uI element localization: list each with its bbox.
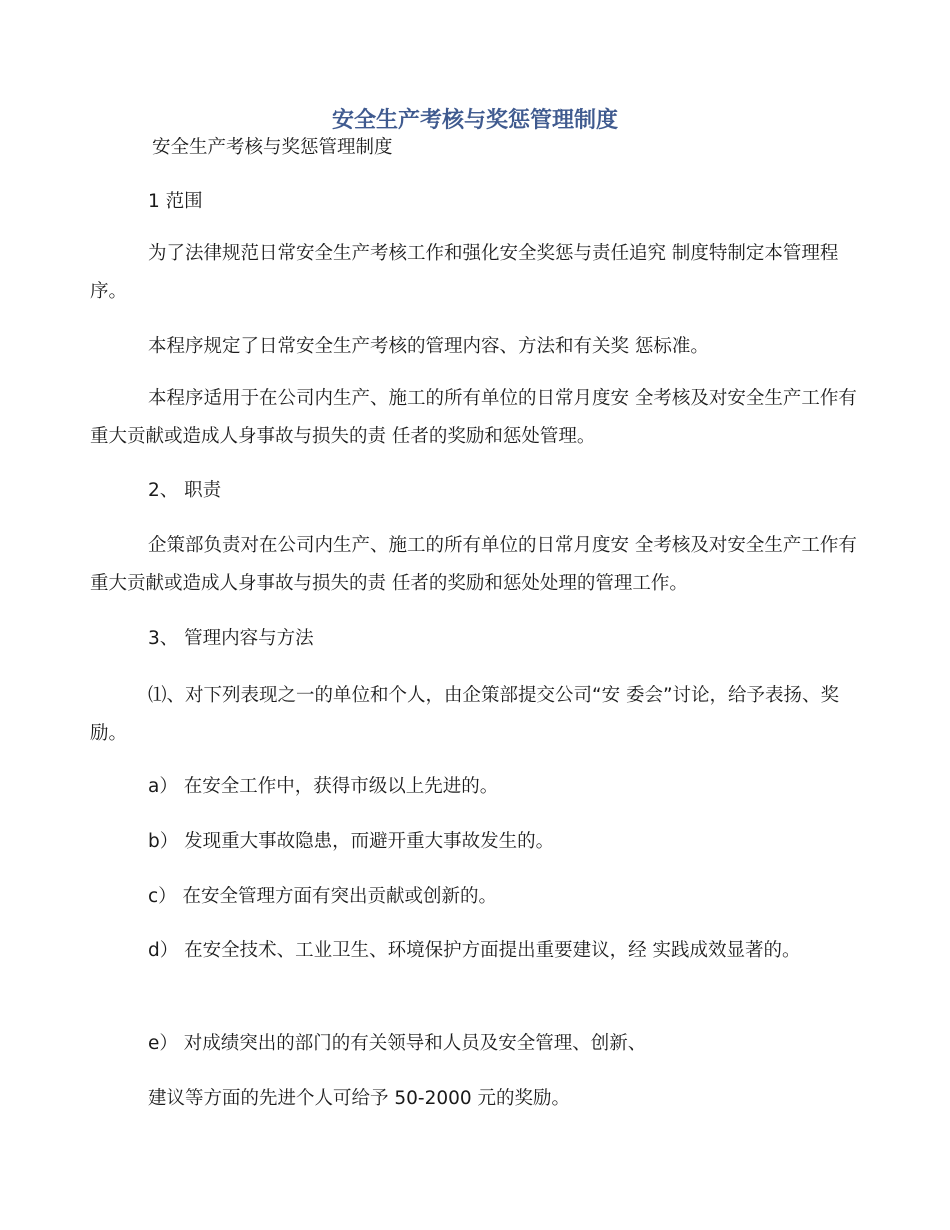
paragraph-rewards-intro: ⑴、对下列表现之一的单位和个人，由企策部提交公司“安 委会”讨论，给予表扬、奖励。 (90, 685, 840, 744)
document-title: 安全生产考核与奖惩管理制度 (331, 107, 618, 133)
paragraph-purpose: 为了法律规范日常安全生产考核工作和强化安全奖惩与责任追究 制度特制定本管理程序。 (90, 243, 839, 302)
paragraph-reward-amount: 建议等方面的先进个人可给予 50-2000 元的奖励。 (148, 1088, 571, 1109)
section-heading-management: 3、 管理内容与方法 (148, 628, 314, 649)
document-subtitle: 安全生产考核与奖惩管理制度 (152, 137, 393, 158)
section-heading-duties: 2、 职责 (148, 480, 222, 501)
list-item-d: d） 在安全技术、工业卫生、环境保护方面提出重要建议，经 实践成效显著的。 (148, 940, 801, 961)
list-item-b: b） 发现重大事故隐患，而避开重大事故发生的。 (148, 831, 555, 852)
paragraph-content: 本程序规定了日常安全生产考核的管理内容、方法和有关奖 惩标准。 (148, 336, 709, 357)
section-heading-scope: 1 范围 (148, 191, 203, 212)
list-item-a: a） 在安全工作中，获得市级以上先进的。 (148, 776, 499, 797)
list-item-e: e） 对成绩突出的部门的有关领导和人员及安全管理、创新、 (148, 1033, 647, 1054)
paragraph-applicability: 本程序适用于在公司内生产、施工的所有单位的日常月度安 全考核及对安全生产工作有重大贡献或造成人身事故与损失的责 任者的奖励和惩处管理。 (90, 388, 857, 447)
list-item-c: c） 在安全管理方面有突出贡献或创新的。 (148, 886, 498, 907)
paragraph-duties: 企策部负责对在公司内生产、施工的所有单位的日常月度安 全考核及对安全生产工作有重大贡献或造成人身事故与损失的责 任者的奖励和惩处处理的管理工作。 (90, 535, 857, 594)
